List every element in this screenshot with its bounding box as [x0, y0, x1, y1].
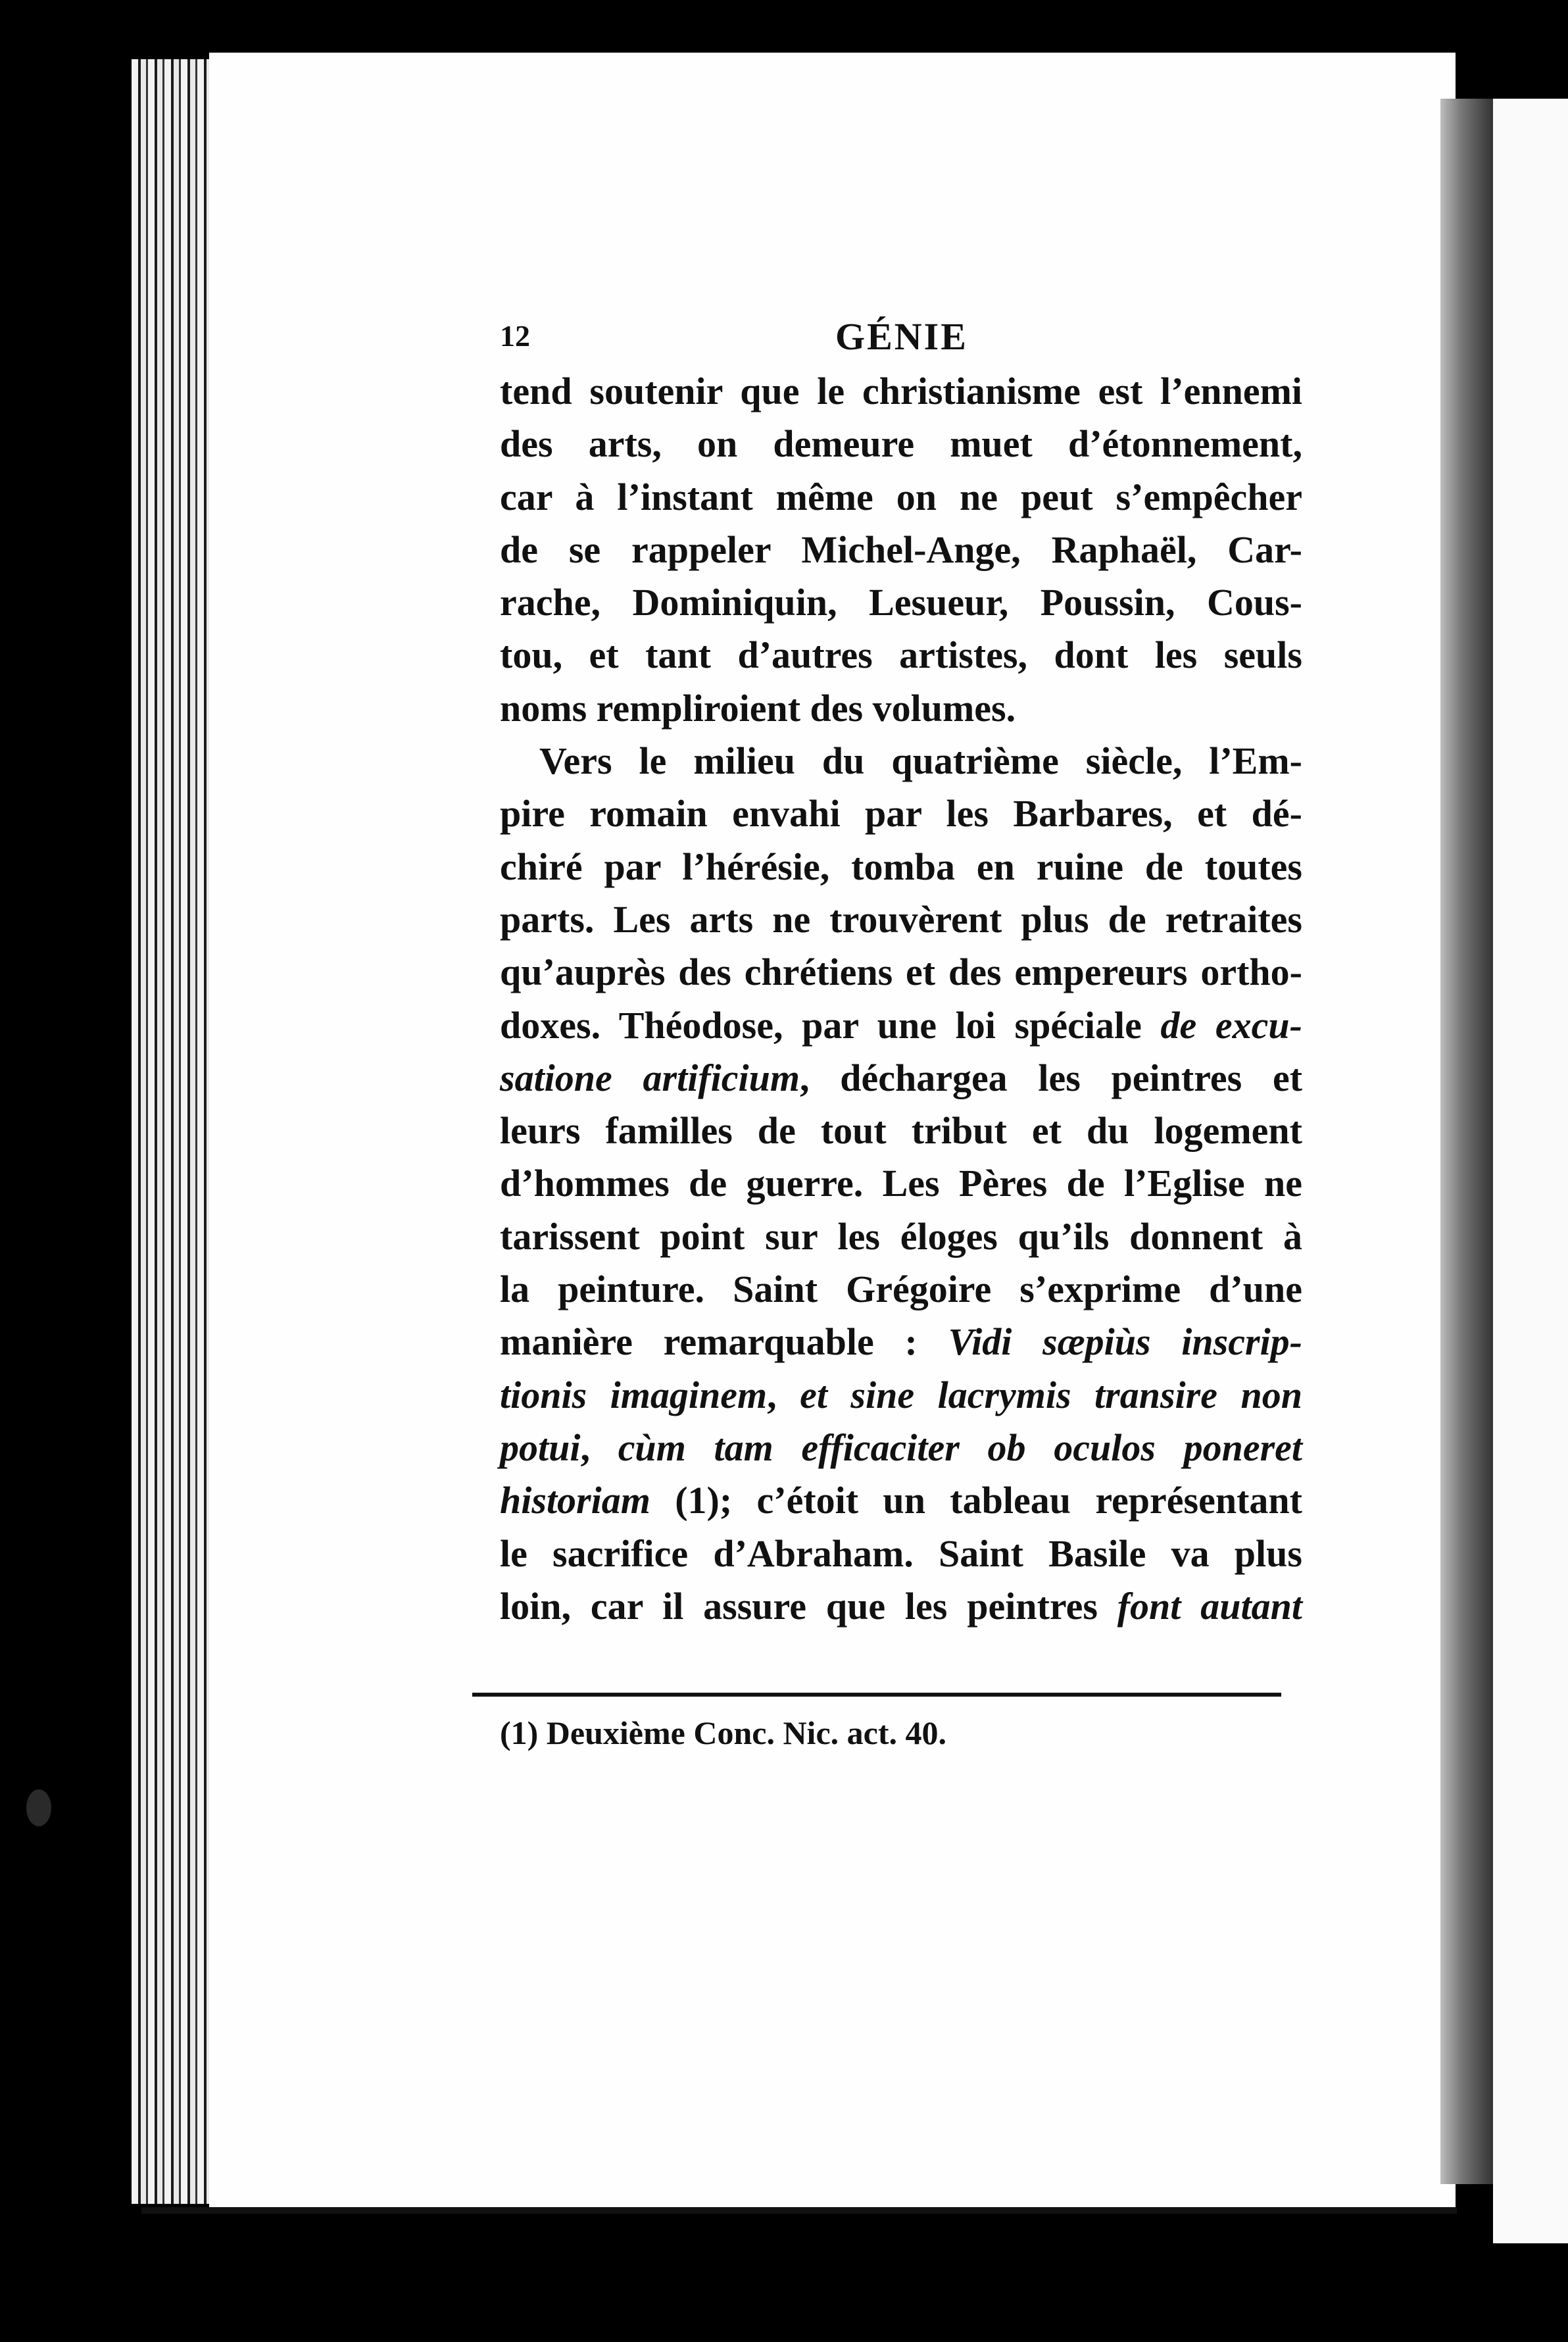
text-span: , déchargea les peintres et [799, 1056, 1303, 1099]
text-span: noms rempliroient des volumes. [500, 686, 1016, 730]
text-line [500, 1528, 1302, 1580]
text-span: Vers le milieu du quatrième siècle, l’Em- [539, 739, 1302, 783]
running-head [500, 314, 1302, 362]
text-span: qu’auprès des chrétiens et des empereurs ortho- [500, 951, 1302, 994]
text-line [500, 946, 1302, 999]
italic-span: Vidi sæpiùs inscrip- [948, 1320, 1302, 1364]
text-line [500, 1157, 1302, 1210]
text-line [500, 1210, 1302, 1263]
text-line [500, 893, 1302, 946]
text-line [500, 1369, 1302, 1422]
text-line [500, 787, 1302, 840]
text-line [500, 629, 1302, 682]
text-line [500, 576, 1302, 629]
text-line [500, 471, 1302, 524]
italic-span: de excu- [1160, 1003, 1302, 1047]
text-line [500, 1263, 1302, 1316]
italic-span: font autant [1117, 1584, 1302, 1628]
scan-speck [26, 1789, 51, 1826]
facing-page-edge [1493, 99, 1568, 2243]
gutter-shadow [1440, 99, 1493, 2184]
text-line [500, 1105, 1302, 1157]
text-span: (1); c’étoit un tableau représentant [650, 1479, 1302, 1522]
text-span: loin, car il assure que les peintres [500, 1584, 1117, 1628]
text-line [500, 1316, 1302, 1368]
text-span: car à l’instant même on ne peut s’empêcher [500, 475, 1302, 518]
text-line [500, 418, 1302, 470]
text-span: chiré par l’hérésie, tomba en ruine de toutes [500, 845, 1302, 888]
text-line [500, 1052, 1302, 1105]
text-span: des arts, on demeure muet d’étonnement, [500, 422, 1302, 466]
text-line [500, 841, 1302, 893]
text-line [500, 1422, 1302, 1474]
footnote: (1) Deuxième Conc. Nic. act. 40. [500, 1714, 946, 1751]
text-span: leurs familles de tout tribut et du logement [500, 1109, 1302, 1153]
italic-span: et sine lacrymis transire non [800, 1373, 1302, 1416]
italic-span: potui [500, 1426, 581, 1469]
body-text [500, 365, 1302, 1633]
text-span: tend soutenir que le christianisme est l’ennemi [500, 370, 1302, 412]
text-span: manière remarquable : [500, 1320, 948, 1364]
footnote-rule [472, 1693, 1281, 1697]
text-span: parts. Les arts ne trouvèrent plus de retraites [500, 897, 1302, 941]
text-span: la peinture. Saint Grégoire s’exprime d’une [500, 1268, 1302, 1311]
page-bottom-border [141, 2207, 1457, 2214]
text-span: tou, et tant d’autres artistes, dont les seuls [500, 634, 1302, 677]
text-span: tarissent point sur les éloges qu’ils donnent à [500, 1214, 1302, 1258]
text-span: d’hommes de guerre. Les Pères de l’Eglise ne [500, 1162, 1302, 1205]
text-line [500, 1474, 1302, 1527]
page-number: 12 [500, 319, 530, 353]
text-span: doxes. Théodose, par une loi spéciale [500, 1003, 1161, 1047]
italic-span: tionis imaginem [500, 1373, 768, 1416]
text-span: pire romain envahi par les Barbares, et dé- [500, 792, 1302, 835]
text-line [500, 1580, 1302, 1633]
text-line [500, 999, 1302, 1052]
text-line [500, 682, 1302, 735]
text-span: de se rappeler Michel-Ange, Raphaël, Car- [500, 528, 1302, 571]
text-line [500, 365, 1302, 418]
running-title: GÉNIE [835, 315, 968, 358]
italic-span: historiam [500, 1479, 650, 1522]
text-span: , [580, 1426, 618, 1469]
italic-span: cùm tam efficaciter ob oculos poneret [618, 1426, 1302, 1469]
text-span: le sacrifice d’Abraham. Saint Basile va plus [500, 1532, 1302, 1575]
text-line [500, 524, 1302, 576]
text-span: , [767, 1373, 800, 1416]
text-span: rache, Dominiquin, Lesueur, Poussin, Cous- [500, 581, 1302, 624]
italic-span: satione artificium [500, 1056, 800, 1099]
text-line [500, 735, 1302, 787]
